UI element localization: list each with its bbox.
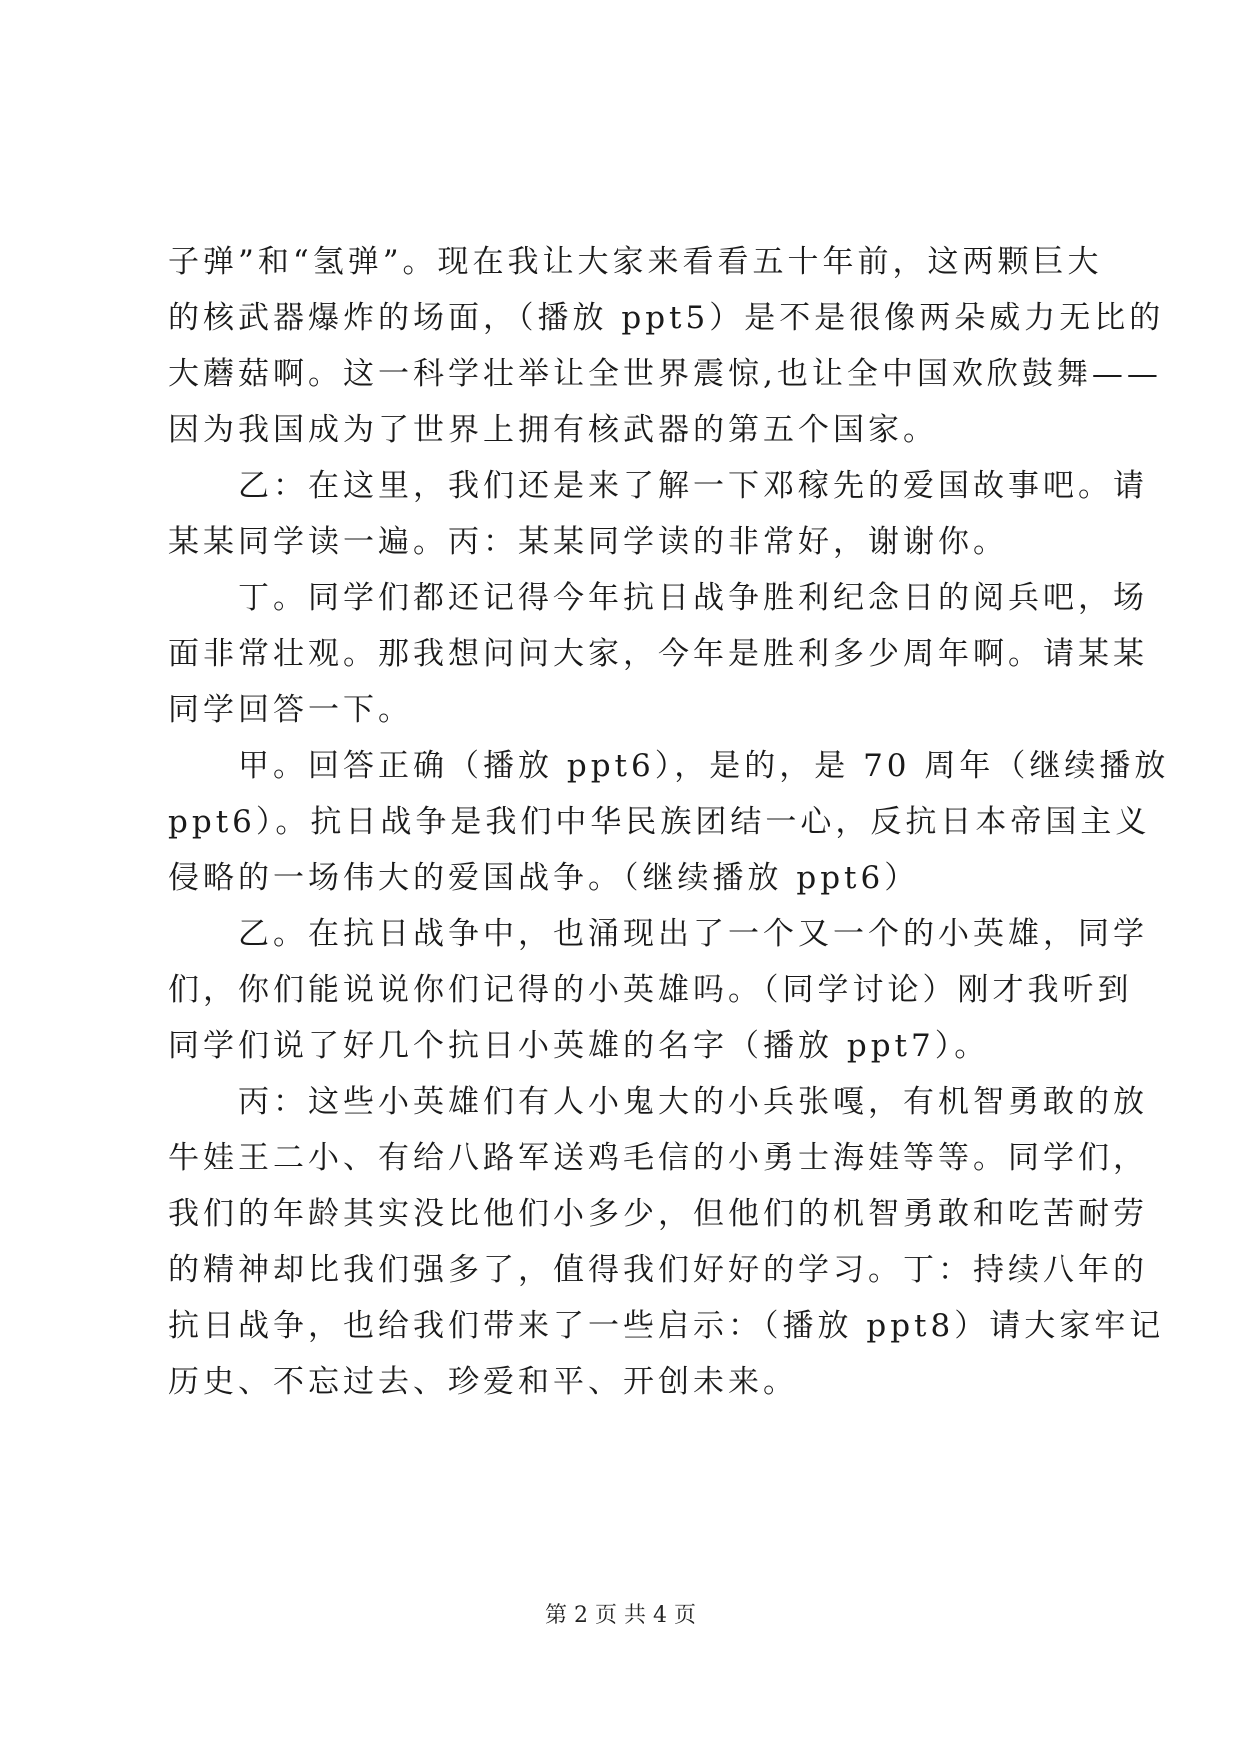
body-text bbox=[168, 234, 1170, 1410]
text-line: 乙：在这里，我们还是来了解一下邓稼先的爱国故事吧。请 bbox=[168, 468, 1148, 504]
text-line: 乙。在抗日战争中，也涌现出了一个又一个的小英雄，同学 bbox=[168, 916, 1148, 952]
text-line: 牛娃王二小、有给八路军送鸡毛信的小勇士海娃等等。同学们， bbox=[168, 1140, 1148, 1176]
text-line: 侵略的一场伟大的爱国战争。（继续播放 ppt6） bbox=[168, 860, 920, 896]
page-number-footer: 第 2 页 共 4 页 bbox=[545, 1603, 696, 1628]
text-line: 丁。同学们都还记得今年抗日战争胜利纪念日的阅兵吧，场 bbox=[168, 580, 1148, 616]
text-line: 我们的年龄其实没比他们小多少，但他们的机智勇敢和吃苦耐劳 bbox=[168, 1196, 1148, 1232]
text-line: ppt6）。抗日战争是我们中华民族团结一心，反抗日本帝国主义 bbox=[168, 804, 1151, 840]
text-line: 某某同学读一遍。丙：某某同学读的非常好，谢谢你。 bbox=[168, 524, 1008, 560]
text-line: 因为我国成为了世界上拥有核武器的第五个国家。 bbox=[168, 412, 938, 448]
text-line: 抗日战争，也给我们带来了一些启示：（播放 ppt8）请大家牢记 bbox=[168, 1308, 1165, 1344]
text-line: 甲。回答正确（播放 ppt6），是的，是 70 周年（继续播放 bbox=[168, 748, 1170, 784]
text-line: 同学们说了好几个抗日小英雄的名字（播放 ppt7）。 bbox=[168, 1028, 990, 1064]
text-line: 丙：这些小英雄们有人小鬼大的小兵张嘎，有机智勇敢的放 bbox=[168, 1084, 1148, 1120]
text-line: 面非常壮观。那我想问问大家，今年是胜利多少周年啊。请某某 bbox=[168, 636, 1148, 672]
text-line: 们，你们能说说你们记得的小英雄吗。（同学讨论）刚才我听到 bbox=[168, 972, 1133, 1008]
text-line: 大蘑菇啊。这一科学壮举让全世界震惊,也让全中国欢欣鼓舞—— bbox=[168, 356, 1162, 392]
text-line: 的精神却比我们强多了，值得我们好好的学习。丁：持续八年的 bbox=[168, 1252, 1148, 1288]
text-line: 同学回答一下。 bbox=[168, 692, 413, 728]
text-line: 的核武器爆炸的场面，（播放 ppt5）是不是很像两朵威力无比的 bbox=[168, 300, 1165, 336]
text-line: 子弹”和“氢弹”。现在我让大家来看看五十年前，这两颗巨大 bbox=[168, 244, 1103, 280]
text-line: 历史、不忘过去、珍爱和平、开创未来。 bbox=[168, 1364, 798, 1400]
